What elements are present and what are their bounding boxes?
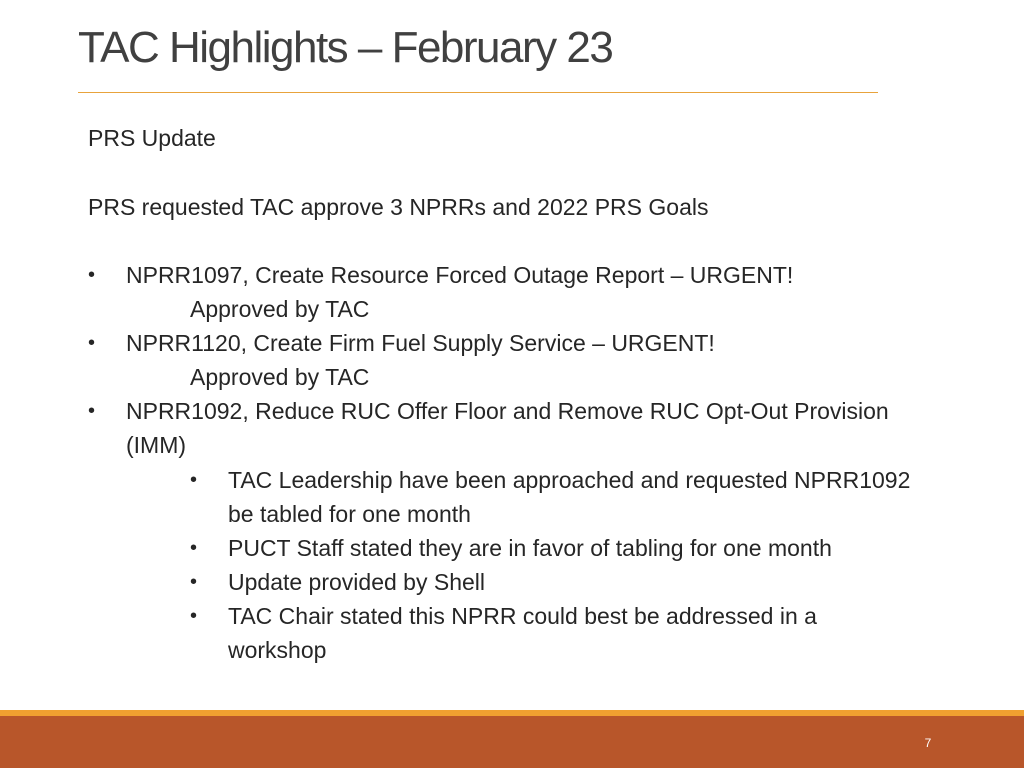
sub-list-item: TAC Chair stated this NPRR could best be addressed in a xyxy=(228,603,817,629)
title-divider xyxy=(78,92,878,93)
sub-bullet-icon: • xyxy=(190,571,198,593)
list-item-status: Approved by TAC xyxy=(190,364,370,390)
sub-bullet-icon: • xyxy=(190,537,198,559)
sub-bullet-icon: • xyxy=(190,469,198,491)
list-item-nprr1120: NPRR1120, Create Firm Fuel Supply Service – URGENT! xyxy=(126,330,715,356)
footer-bar xyxy=(0,716,1024,768)
bullet-icon: • xyxy=(88,332,96,354)
list-item-nprr1092-cont: (IMM) xyxy=(126,432,187,458)
sub-list-item-cont: be tabled for one month xyxy=(228,501,471,527)
bullet-icon: • xyxy=(88,264,96,286)
sub-bullet-icon: • xyxy=(190,605,198,627)
list-item-nprr1092: NPRR1092, Reduce RUC Offer Floor and Remove RUC Opt-Out Provision xyxy=(126,398,889,424)
sub-list-item-cont: workshop xyxy=(228,637,327,663)
list-item-nprr1097: NPRR1097, Create Resource Forced Outage Report – URGENT! xyxy=(126,262,794,288)
slide-title: TAC Highlights – February 23 xyxy=(78,23,613,72)
page-number: 7 xyxy=(924,736,932,750)
sub-list-item: TAC Leadership have been approached and requested NPRR1092 xyxy=(228,467,911,493)
section-heading: PRS Update xyxy=(88,125,216,151)
sub-list-item: Update provided by Shell xyxy=(228,569,485,595)
sub-list-item: PUCT Staff stated they are in favor of tabling for one month xyxy=(228,535,832,561)
bullet-icon: • xyxy=(88,400,96,422)
list-item-status: Approved by TAC xyxy=(190,296,370,322)
intro-text: PRS requested TAC approve 3 NPRRs and 2022 PRS Goals xyxy=(88,194,709,220)
